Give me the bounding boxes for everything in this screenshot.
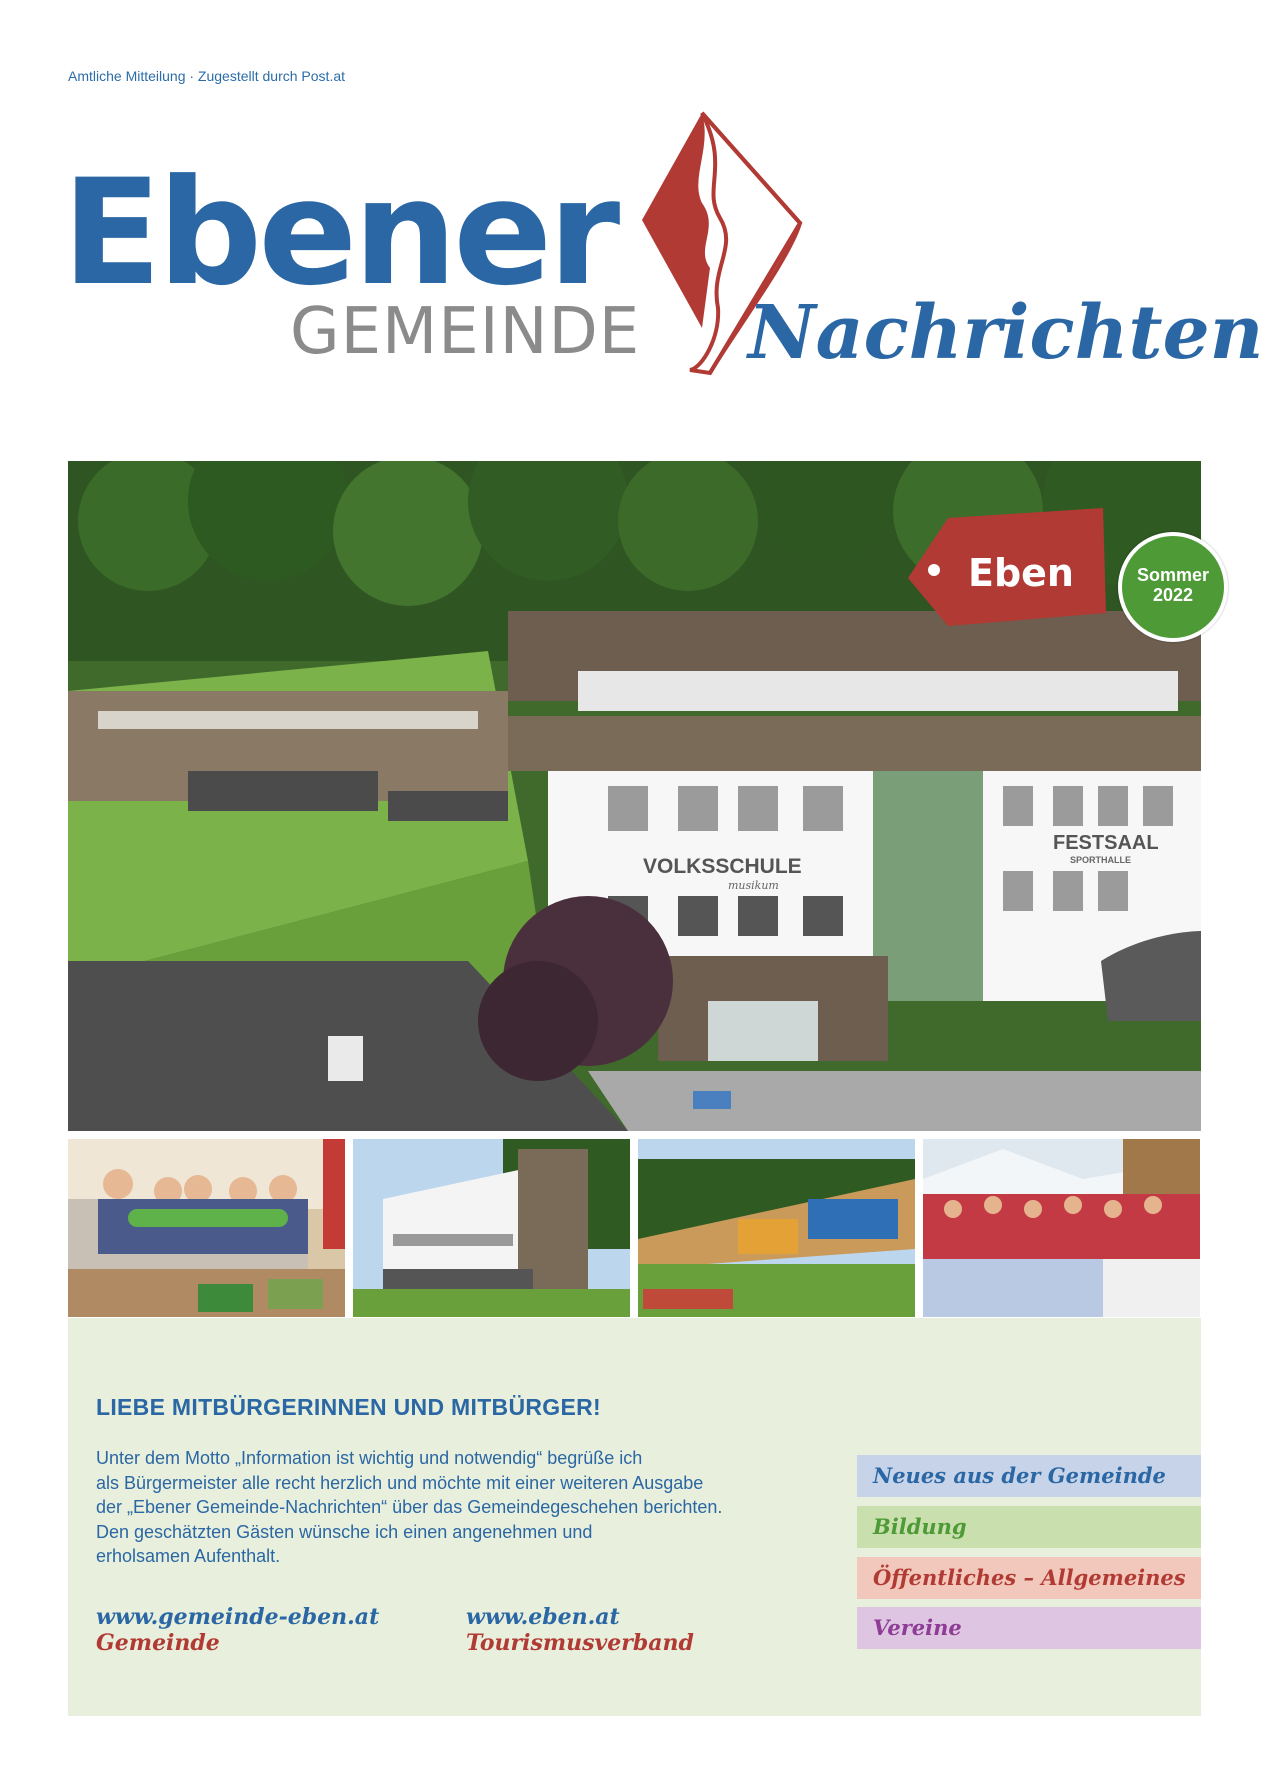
link-tourismus-caption: Tourismusverband [466, 1630, 694, 1656]
sign-musikum: musikum [728, 879, 779, 892]
sign-volksschule: VOLKSSCHULE [643, 855, 802, 878]
official-notice: Amtliche Mitteilung · Zugestellt durch Post.at [68, 68, 346, 84]
tag-text: Eben [968, 551, 1074, 595]
section-vereine[interactable]: Vereine [857, 1607, 1201, 1649]
intro-line: Unter dem Motto „Information ist wichtig und notwendig“ begrüße ich [96, 1448, 643, 1468]
intro-line: als Bürgermeister alle recht herzlich und möchte mit einer weiteren Ausgabe [96, 1472, 704, 1493]
thumbnail-residential-terraces [638, 1139, 915, 1317]
brand-title-ebener: Ebener [62, 148, 617, 318]
intro-line: Den geschätzten Gästen wünsche ich einen angenehmen und [96, 1521, 593, 1542]
greeting-heading: LIEBE MITBÜRGERINNEN UND MITBÜRGER! [96, 1394, 601, 1420]
sign-sporthalle: SPORTHALLE [1070, 855, 1132, 865]
brand-title-nachrichten: Nachrichten [748, 290, 1264, 376]
season-badge [1118, 532, 1228, 642]
eben-tag-label [908, 508, 1108, 626]
season-label: Sommer [1136, 565, 1210, 585]
brand-title-gemeinde: GEMEINDE [290, 295, 641, 369]
link-tourismus[interactable] [466, 1604, 694, 1656]
link-gemeinde-caption: Gemeinde [96, 1630, 220, 1656]
intro-line: erholsamen Aufenthalt. [96, 1546, 281, 1567]
link-gemeinde[interactable] [96, 1604, 379, 1656]
link-gemeinde-url[interactable]: www.gemeinde-eben.at [96, 1604, 380, 1630]
sign-festsaal: FESTSAAL [1053, 832, 1159, 854]
thumbnail-strip [68, 1139, 1201, 1317]
thumbnail-kindergarten [68, 1139, 345, 1317]
thumbnail-school-building [353, 1139, 630, 1317]
section-neues[interactable]: Neues aus der Gemeinde [857, 1455, 1201, 1497]
thumbnail-ski-event [923, 1139, 1200, 1317]
section-bildung[interactable]: Bildung [857, 1506, 1201, 1548]
intro-line: der „Ebener Gemeinde-Nachrichten“ über das Gemeindegeschehen berichten. [96, 1497, 723, 1518]
link-tourismus-url[interactable]: www.eben.at [466, 1604, 620, 1630]
season-year: 2022 [1152, 585, 1194, 605]
section-oeffentliches[interactable]: Öffentliches – Allgemeines [857, 1557, 1201, 1599]
mayor-intro-text [96, 1446, 776, 1569]
